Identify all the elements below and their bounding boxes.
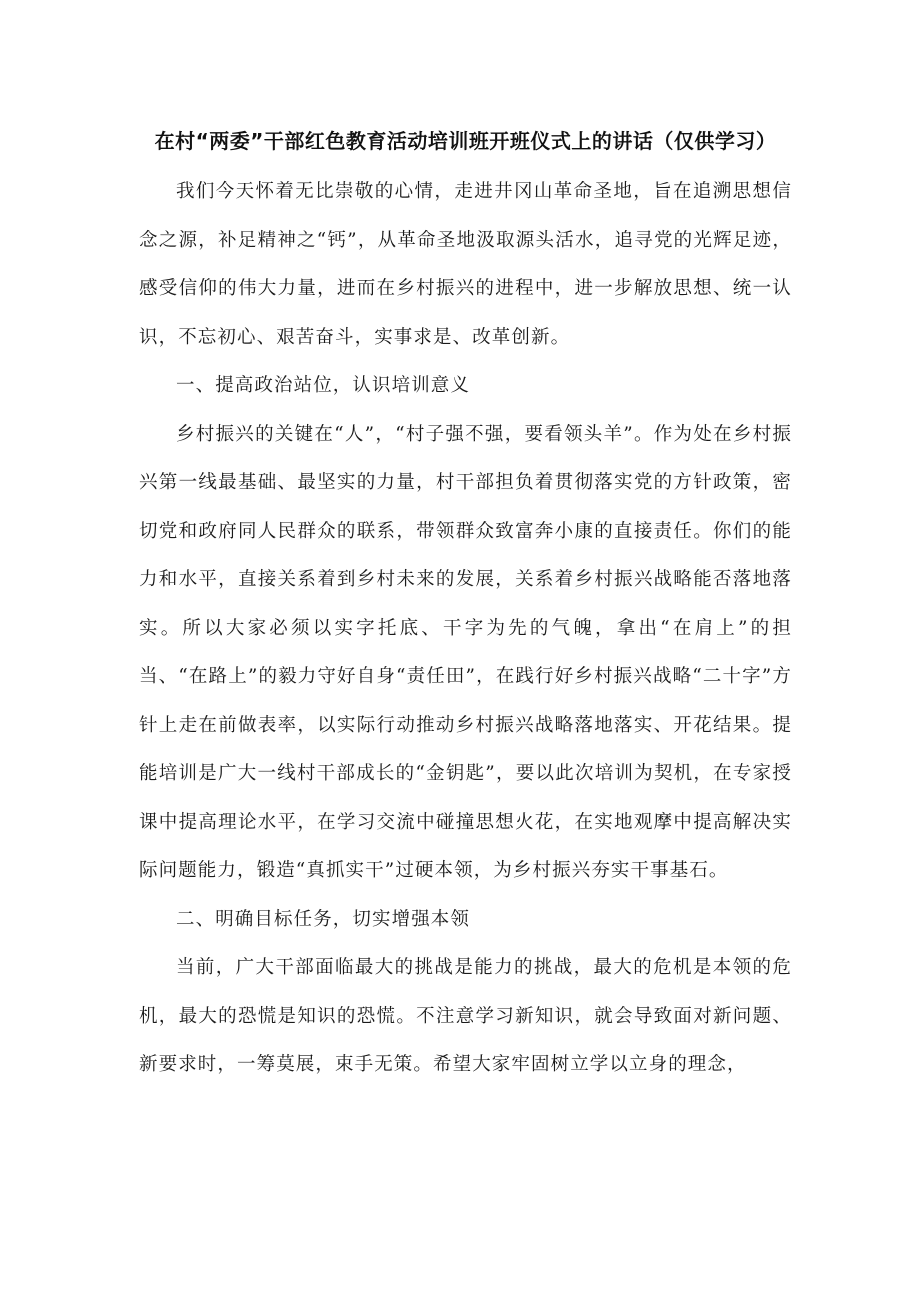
paragraph-intro: 我们今天怀着无比崇敬的心情，走进井冈山革命圣地，旨在追溯思想信念之源，补足精神之“钙”，从革命圣地汲取源头活水，追寻党的光辉足迹，感受信仰的伟大力量，进而在乡村振兴的进程中，进一步解放思想、统一认识，不忘初心、艰苦奋斗，实事求是、改革创新。 [139, 181, 792, 348]
paragraph-section-2: 当前，广大干部面临最大的挑战是能力的挑战，最大的危机是本领的危机，最大的恐慌是知识的恐慌。不注意学习新知识，就会导致面对新问题、新要求时，一筹莫展，束手无策。希望大家牢固树立学以立身的理念， [139, 957, 792, 1075]
section-heading-2: 二、明确目标任务，切实增强本领 [176, 908, 471, 930]
section-heading-1: 一、提高政治站位，认识培训意义 [176, 375, 471, 396]
document-body [139, 168, 792, 1090]
document-title: 在村“两委”干部红色教育活动培训班开班仪式上的讲话（仅供学习） [154, 129, 777, 153]
paragraph-section-1: 乡村振兴的关键在“人”，“村子强不强，要看领头羊”。作为处在乡村振兴第一线最基础、最坚实的力量，村干部担负着贯彻落实党的方针政策，密切党和政府同人民群众的联系，带领群众致富奔小康的直接责任。你们的能力和水平，直接关系着到乡村未来的发展，关系着乡村振兴战略能否落地落实。所以大家必须以实字托底、干字为先的气魄，拿出“在肩上”的担当、“在路上”的毅力守好自身“责任田”，在践行好乡村振兴战略“二十字”方针上走在前做表率，以实际行动推动乡村振兴战略落地落实、开花结果。提能培训是广大一线村干部成长的“金钥匙”，要以此次培训为契机，在专家授课中提高理论水平，在学习交流中碰撞思想火花，在实地观摩中提高解决实际问题能力，锻造“真抓实干”过硬本领，为乡村振兴夯实干事基石。 [139, 423, 792, 881]
